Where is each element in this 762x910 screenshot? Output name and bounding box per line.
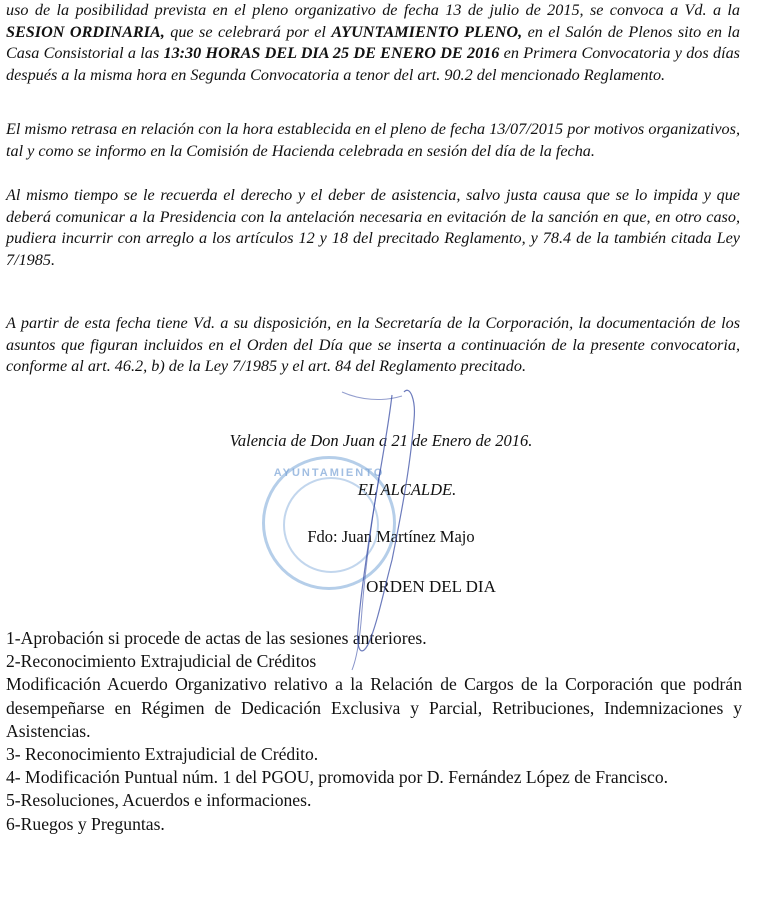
delay-paragraph: El mismo retrasa en relación con la hora establecida en el pleno de fecha 13/07/2015 por motivos organizativos, tal y como se informo en la Comisión de Hacienda celebrada en sesión del día de la fecha.: [6, 120, 740, 160]
signed-by: Fdo: Juan Martínez Majo: [307, 527, 475, 546]
text-run: que se celebrará por el: [164, 22, 332, 41]
agenda-list: [6, 627, 742, 836]
assembly-name: AYUNTAMIENTO PLENO,: [331, 22, 523, 41]
session-datetime: 13:30 HORAS DEL DIA 25 DE ENERO DE 2016: [163, 44, 500, 62]
agenda-item: 6-Ruegos y Preguntas.: [6, 813, 165, 834]
agenda-item: 2-Reconocimiento Extrajudicial de Créditos: [6, 651, 317, 672]
documentation-paragraph: A partir de esta fecha tiene Vd. a su disposición, en la Secretaría de la Corporación, la documentación de los asuntos que figuran incluidos en el Orden del Día que se inserta a continuación de la presente convocatoria, conforme al art. 46.2, b) de la Ley 7/1985 y el art. 84 del Reglamento precitado.: [6, 314, 740, 375]
agenda-item: 5-Resoluciones, Acuerdos e informaciones.: [6, 790, 312, 811]
signer-title: EL ALCALDE.: [357, 480, 457, 499]
attendance-paragraph: Al mismo tiempo se le recuerda el derecho y el deber de asistencia, salvo justa causa que se lo impida y que deberá comunicar a la Presidencia con la antelación necesaria en evitación de la sanción en que, en otro caso, pudiera incurrir con arreglo a los artículos 12 y 18 del precitado Reglamento, y 78.4 de la también citada Ley 7/1985.: [6, 186, 740, 269]
session-type: SESION ORDINARIA,: [6, 22, 165, 41]
agenda-item: 1-Aprobación si procede de actas de las sesiones anteriores.: [6, 628, 427, 648]
signature-stroke: [342, 392, 402, 399]
municipal-seal: [262, 456, 396, 590]
place-and-date: Valencia de Don Juan a 21 de Enero de 2016.: [229, 431, 533, 450]
agenda-title: ORDEN DEL DIA: [366, 577, 496, 596]
seal-lettering: AYUNTAMIENTO: [273, 467, 385, 479]
convocation-paragraph: [6, 0, 740, 86]
agenda-item: Modificación Acuerdo Organizativo relativo a la Relación de Cargos de la Corporación que podrán desempeñarse en Régimen de Dedicación Exclusiva y Parcial, Retribuciones, Indemnizaciones y Asistencias.: [6, 674, 742, 741]
text-run: en el Salón de Plenos sito en la Casa Consistorial a las: [6, 22, 740, 62]
text-run: en Primera Convocatoria y dos días después a la misma hora en Segunda Convocatoria a tenor del art. 90.2 del mencionado Reglamento.: [6, 44, 740, 84]
agenda-item: 4- Modificación Puntual núm. 1 del PGOU, promovida por D. Fernández López de Francisco.: [6, 767, 669, 788]
text-run: uso de la posibilidad prevista en el pleno organizativo de fecha 13 de julio de 2015, se convoca a Vd. a la: [6, 1, 740, 19]
agenda-item: 3- Reconocimiento Extrajudicial de Crédito.: [6, 744, 319, 765]
